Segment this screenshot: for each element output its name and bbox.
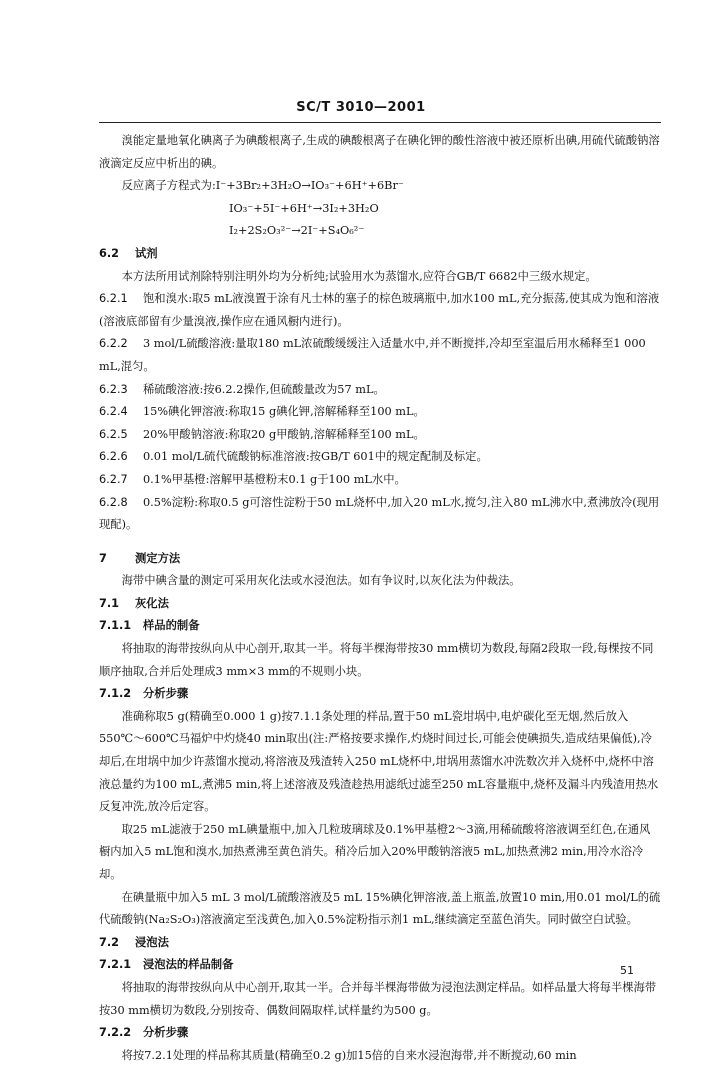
section-7-2-1-text: 将抽取的海带按纵向从中心剖开,取其一半。合并每半棵海带做为浸泡法测定样品。如样品量大将每半棵海带按30 mm横切为数段,分别按奇、偶数间隔取样,试样量约为500 g。 (99, 980, 657, 1017)
item-number: 6.2.8 (99, 495, 128, 509)
section-7-2-2-heading (99, 1022, 661, 1045)
list-item (99, 446, 661, 469)
reaction-equation-3: I₂+2S₂O₃²⁻→2I⁻+S₄O₆²⁻ (229, 224, 365, 238)
section-number: 7.2.2 (99, 1026, 132, 1040)
item-text: 稀硫酸溶液:按6.2.2操作,但硫酸量改为57 mL。 (143, 382, 385, 396)
standard-number-header: SC/T 3010—2001 (296, 100, 426, 115)
list-item (99, 401, 661, 424)
section-7-2-heading (99, 932, 661, 955)
reaction-equation-1: 反应离子方程式为:I⁻+3Br₂+3H₂O→IO₃⁻+6H⁺+6Br⁻ (121, 179, 404, 193)
item-number: 6.2.5 (99, 427, 128, 441)
list-item (99, 424, 661, 447)
item-number: 6.2.3 (99, 382, 128, 396)
section-6-2-text: 本方法所用试剂除特别注明外均为分析纯;试验用水为蒸馏水,应符合GB/T 6682中三级水规定。 (121, 269, 597, 283)
item-text: 15%碘化钾溶液:称取15 g碘化钾,溶解稀释至100 mL。 (143, 405, 425, 419)
section-7-1-2-heading (99, 683, 661, 706)
section-7-1-1-heading (99, 615, 661, 638)
list-item (99, 333, 661, 378)
section-number: 7.1.2 (99, 687, 132, 701)
section-7-intro: 海带中碘含量的测定可采用灰化法或水浸泡法。如有争议时,以灰化法为仲裁法。 (121, 574, 521, 588)
item-text: 0.5%淀粉:称取0.5 g可溶性淀粉于50 mL烧杯中,加入20 mL水,搅匀,注入80 mL沸水中,煮沸放冷(现用现配)。 (99, 495, 660, 532)
list-item (99, 379, 661, 402)
section-title: 浸泡法的样品制备 (143, 958, 234, 972)
list-item (99, 288, 661, 333)
list-item (99, 492, 661, 537)
item-number: 6.2.1 (99, 292, 128, 306)
intro-paragraph: 溴能定量地氧化碘离子为碘酸根离子,生成的碘酸根离子在碘化钾的酸性溶液中被还原析出碘,用硫代硫酸钠溶液滴定反应中析出的碘。 (99, 134, 660, 170)
section-number: 7.2 (99, 935, 120, 949)
section-7-1-heading (99, 593, 661, 616)
section-title: 样品的制备 (143, 619, 200, 633)
section-title: 测定方法 (135, 551, 181, 565)
section-7-1-1-text: 将抽取的海带按纵向从中心剖开,取其一半。将每半棵海带按30 mm横切为数段,每隔2段取一段,每棵按不同顺序抽取,合并后处理成3 mm×3 mm的不规则小块。 (99, 642, 654, 678)
section-title: 试剂 (135, 246, 158, 260)
item-text: 0.1%甲基橙:溶解甲基橙粉末0.1 g于100 mL水中。 (143, 472, 406, 486)
section-7-1-2-paragraph-1: 准确称取5 g(精确至0.000 1 g)按7.1.1条处理的样品,置于50 mL瓷坩埚中,电炉碳化至无烟,然后放入550℃～600℃马福炉中灼烧40 min取出(注:严格按要求操作,灼烧时间过长,可能会使碘损失,造成结果偏低),冷却后,在坩埚中加少许蒸馏水搅动,将溶液及残渣转入250 mL烧杯中,坩埚用蒸馏水冲洗数次并入烧杯中,烧杯中溶液总量约为100 mL,煮沸5 min,将上述溶液及残渣趁热用滤纸过滤至250 mL容量瓶中,烧杯及漏斗内残渣用热水反复冲洗,放冷后定容。 (99, 709, 659, 814)
item-text: 20%甲酸钠溶液:称取20 g甲酸钠,溶解稀释至100 mL。 (143, 427, 425, 441)
reaction-equation-2: IO₃⁻+5I⁻+6H⁺→3I₂+3H₂O (229, 201, 379, 215)
section-7-1-2-paragraph-2: 取25 mL滤液于250 mL碘量瓶中,加入几粒玻璃球及0.1%甲基橙2～3滴,用稀硫酸将溶液调至红色,在通风橱内加入5 mL饱和溴水,加热煮沸至黄色消失。稍冷后加入20%甲酸钠溶液5 mL,加热煮沸2 min,用冷水浴冷却。 (99, 822, 651, 881)
section-7-2-2-text: 将按7.2.1处理的样品称其质量(精确至0.2 g)加15倍的自来水浸泡海带,并不断搅动,60 min (121, 1048, 577, 1062)
section-7-2-1-heading (99, 954, 661, 977)
item-text: 3 mol/L硫酸溶液:量取180 mL浓硫酸缓缓注入适量水中,并不断搅拌,冷却至室温后用水稀释至1 000 mL,混匀。 (99, 337, 646, 373)
section-number: 7.1 (99, 596, 120, 610)
list-item (99, 469, 661, 492)
document-body (99, 130, 661, 1067)
item-number: 6.2.6 (99, 450, 128, 464)
page-number: 51 (620, 964, 634, 977)
section-7-1-2-paragraph-3: 在碘量瓶中加入5 mL 3 mol/L硫酸溶液及5 mL 15%碘化钾溶液,盖上瓶盖,放置10 min,用0.01 mol/L的硫代硫酸钠(Na₂S₂O₃)溶液滴定至浅黄色,加入0.5%淀粉指示剂1 mL,继续滴定至蓝色消失。同时做空白试验。 (99, 890, 661, 927)
section-number: 7 (99, 551, 107, 565)
section-number: 7.1.1 (99, 619, 132, 633)
section-title: 分析步骤 (143, 687, 189, 701)
section-6-2-heading (99, 243, 661, 266)
section-title: 灰化法 (135, 596, 169, 610)
item-text: 饱和溴水:取5 mL液溴置于涂有凡士林的塞子的棕色玻璃瓶中,加水100 mL,充分振荡,使其成为饱和溶液(溶液底部留有少量溴液,操作应在通风橱内进行)。 (99, 292, 660, 328)
section-title: 分析步骤 (143, 1026, 189, 1040)
section-title: 浸泡法 (135, 935, 169, 949)
section-number: 6.2 (99, 246, 120, 260)
section-number: 7.2.1 (99, 958, 132, 972)
item-number: 6.2.7 (99, 472, 128, 486)
item-number: 6.2.2 (99, 337, 128, 351)
header-rule (99, 122, 661, 123)
section-7-heading (99, 548, 661, 571)
item-number: 6.2.4 (99, 405, 128, 419)
item-text: 0.01 mol/L硫代硫酸钠标准溶液:按GB/T 601中的规定配制及标定。 (143, 450, 488, 464)
spacer (99, 537, 661, 548)
